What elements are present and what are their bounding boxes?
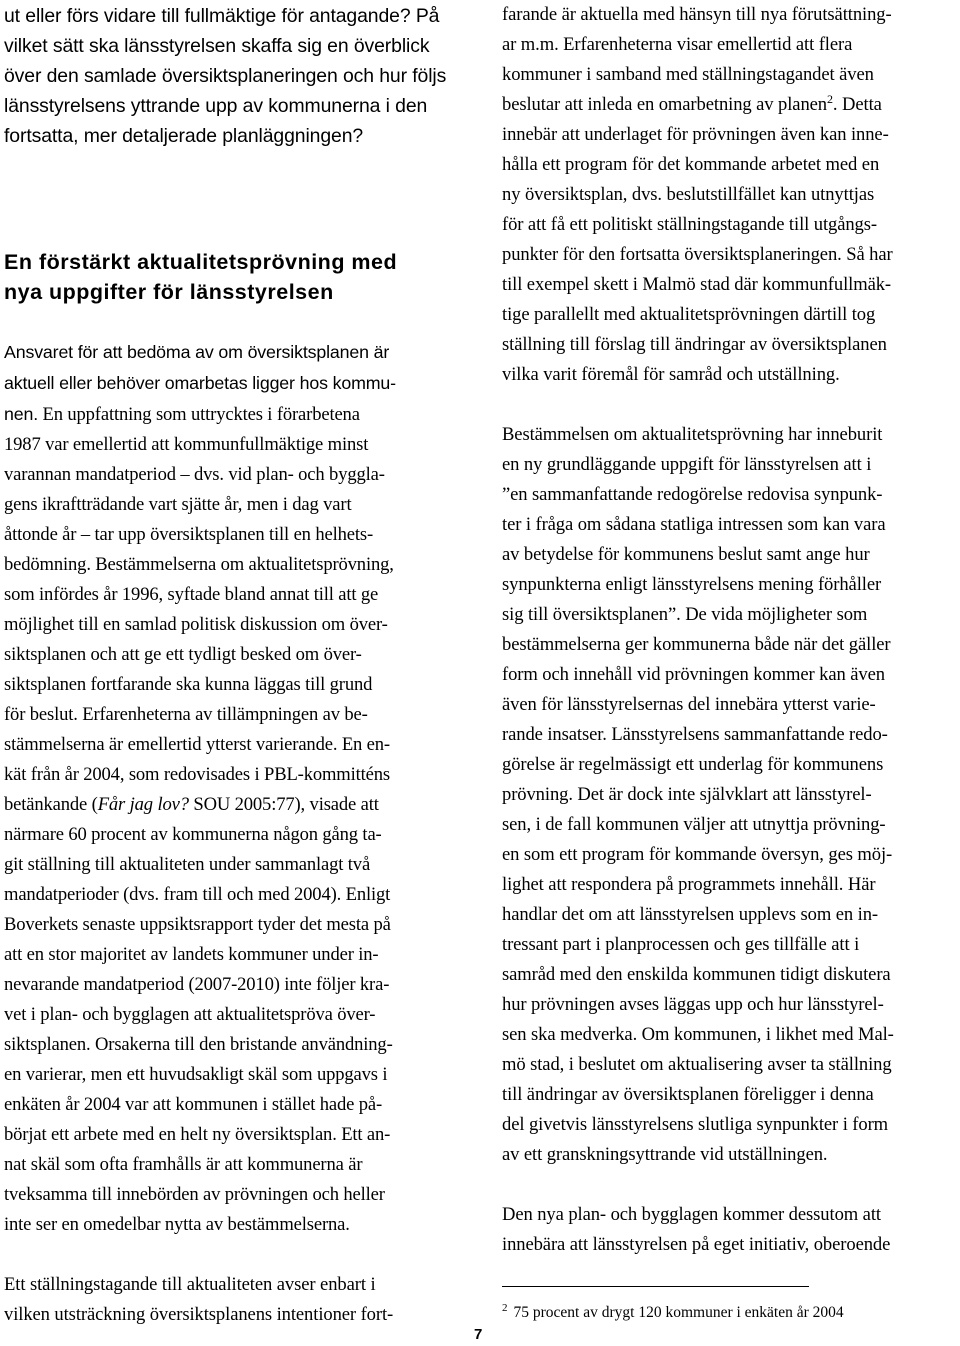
body-paragraph-2: Ett ställningstagande till aktualiteten avser enbart i vilken utsträckning översiktsplanens intentioner fort- (4, 1274, 394, 1325)
left-column (4, 0, 464, 1330)
footnote-divider (502, 1286, 809, 1287)
right-paragraph-2: Bestämmelsen om aktualitetsprövning har inneburit en ny grundläggande uppgift för länsstyrelsen att i ”en sammanfattande redogörelse redovisa synpunk- ter i fråga om sådana statliga intressen som kan vara av betydelse för kommunens beslut samt ange hur synpunkterna enligt länsstyrelsens mening förhåller sig till översiktsplanen”. De vida möjligheter som bestämmelserna ger kommunerna både när det gäller form och innehåll vid prövningen kommer kan även även för länsstyrelsernas del innebära ytterst varie- rande insatser. Länsstyrelsens sammanfattande redo- görelse är regelmässigt ett underlag för kommunens prövning. Det är dock inte självklart att länsstyrel- sen, i de fall kommunen väljer att utnyttja prövning- en som ett program för kommande översyn, ges möj- lighet att respondera på programmets innehåll. Här handlar det om att länsstyrelsen upplevs som en in- tressant part i planprocessen och ges tillfälle att i samråd med den enskilda kommunen tidigt diskutera hur prövningen avses läggas upp och hur länsstyrel- sen ska medverka. Om kommunen, i likhet med Mal- mö stad, i beslutet om aktualisering avser ta ställning till ändringar av översiktsplanen föreligger i denna del givetvis länsstyrelsens slutliga synpunkter i form av ett granskningsyttrande vid utställningen. (502, 424, 894, 1165)
right-paragraph-1-b: . Detta innebär att underlaget för prövningen även kan inne- hålla ett program för det kommande arbetet med en ny översiktsplan, dvs. beslutstillfället kan utnyttjas för att få ett politiskt ställningstagande till utgångs- punkter för den fortsatta översiktsplaneringen. Så har till exempel skett i Malmö stad där kommunfullmäk- tige parallellt med aktualitetsprövningen därtill tog ställning till förslag till ändringar av översiktsplanen vilka varit föremål för samråd och utställning. (502, 94, 893, 385)
report-title: Får jag lov? (97, 794, 189, 815)
right-paragraph-1-a: farande är aktuella med hänsyn till nya förutsättning- ar m.m. Erfarenheterna visar emellertid att flera kommuner i samband med ställningstagandet även beslutar att inleda en omarbetning av planen (502, 4, 892, 115)
footnote-text: 75 procent av drygt 120 kommuner i enkäten år 2004 (513, 1304, 844, 1321)
right-paragraph-1 (502, 0, 958, 390)
page-number: 7 (474, 1326, 483, 1343)
body-paragraph-1-sans: Ansvaret för att bedöma av om översiktsplanen är aktuell eller behöver omarbetas ligger hos kommu- nen. (4, 342, 396, 424)
right-column (502, 0, 958, 1260)
right-paragraph-3: Den nya plan- och bygglagen kommer dessutom att innebära att länsstyrelsen på eget initiativ, oberoende (502, 1204, 891, 1255)
footnote (502, 1298, 844, 1323)
section-heading: En förstärkt aktualitetsprövning med nya uppgifter för länsstyrelsen (4, 250, 398, 304)
footnote-reference: 2 (827, 92, 833, 106)
body-paragraph-1 (4, 337, 464, 1240)
footnote-number: 2 (502, 1302, 508, 1314)
intro-paragraph: ut eller förs vidare till fullmäktige för antagande? På vilket sätt ska länsstyrelsen skaffa sig en överblick över den samlade översiktsplaneringen och hur följs länsstyrelsens yttrande upp av kommunerna i den fortsatta, mer detaljerade planläggningen? (4, 5, 447, 147)
body-paragraph-1-serif: En uppfattning som uttrycktes i förarbetena 1987 var emellertid att kommunfullmäktige minst varannan mandatperiod – dvs. vid plan- och byggla- gens ikraftträdande vart sjätte år, men i dag vart åttonde år – tar upp översiktsplanen till en helhets- bedömning. Bestämmelserna om aktualitetsprövning, som infördes år 1996, syftade bland annat till att ge möjlighet till en samlad politisk diskussion om över- siktsplanen och att ge ett tydligt besked om över- siktsplanen fortfarande ska kunna läggas till grund för beslut. Erfarenheterna av tillämpningen av be- stämmelserna är emellertid ytterst varierande. En en- kät från år 2004, som redovisades i PBL-kommitténs betänkande ( (4, 404, 394, 815)
body-paragraph-1-rest: SOU 2005:77), visade att närmare 60 procent av kommunerna någon gång ta- git ställning till aktualiteten under sammanlagt två mandatperioder (dvs. fram till och med 2004). Enligt Boverkets senaste uppsiktsrapport tyder det mesta på att en stor majoritet av landets kommuner under in- nevarande mandatperiod (2007-2010) inte följer kra- vet i plan- och bygglagen att aktualitetspröva över- siktsplanen. Orsakerna till den bristande användning- en varierar, men ett huvudsakligt skäl som uppgavs i enkäten år 2004 var att kommunen i stället hade på- börjat ett arbete med en helt ny översiktsplan. Ett an- nat skäl som ofta framhålls är att kommunerna är tveksamma till innebörden av prövningen och heller inte ser en omedelbar nytta av bestämmelserna. (4, 794, 393, 1235)
